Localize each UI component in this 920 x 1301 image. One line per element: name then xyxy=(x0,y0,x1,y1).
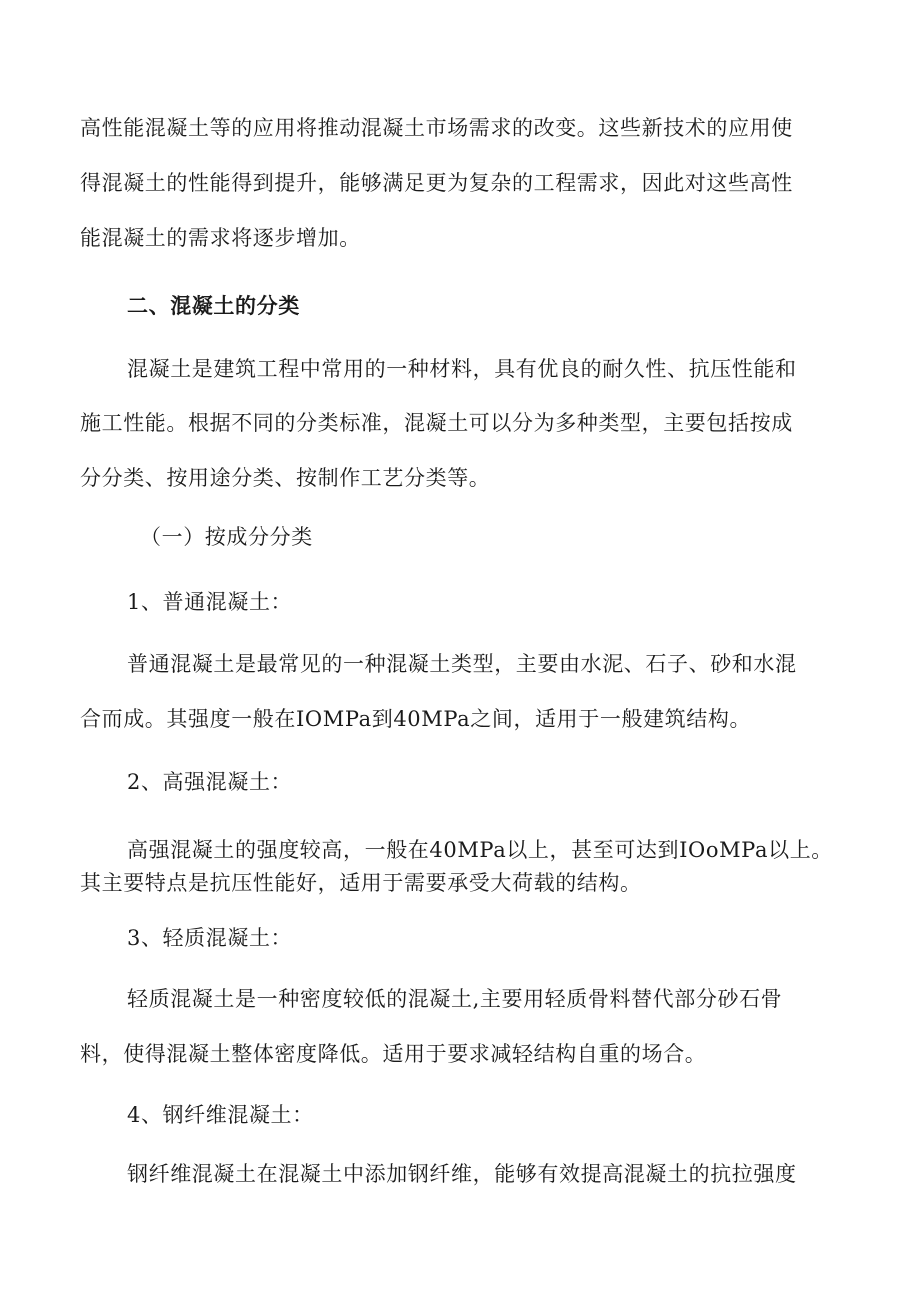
item-1-line-1: 普通混凝土是最常见的一种混凝土类型，主要由水泥、石子、砂和水混 xyxy=(127,652,797,676)
section-intro-line-3: 分分类、按用途分类、按制作工艺分类等。 xyxy=(80,466,491,490)
subsection-heading: （一）按成分分类 xyxy=(140,525,313,549)
item-title: 3、轻质混凝土： xyxy=(127,926,293,950)
item-2-line-2: 其主要特点是抗压性能好，适用于需要承受大荷载的结构。 xyxy=(80,871,642,895)
section-intro-line-1: 混凝土是建筑工程中常用的一种材料，具有优良的耐久性、抗压性能和 xyxy=(127,357,797,381)
item-title: 2、高强混凝土： xyxy=(127,770,293,794)
intro-line-2: 得混凝土的性能得到提升，能够满足更为复杂的工程需求，因此对这些高性 xyxy=(80,171,793,195)
item-3-line-1: 轻质混凝土是一种密度较低的混凝土,主要用轻质骨料替代部分砂石骨 xyxy=(127,987,783,1011)
item-title: 4、钢纤维混凝土： xyxy=(127,1103,314,1127)
section-heading: 二、混凝土的分类 xyxy=(127,294,300,318)
item-2-line-1: 高强混凝土的强度较高，一般在40MPa以上，甚至可达到IOoMPa以上。 xyxy=(127,838,833,862)
intro-line-1: 高性能混凝土等的应用将推动混凝土市场需求的改变。这些新技术的应用使 xyxy=(80,116,793,140)
item-title: 1、普通混凝土： xyxy=(127,590,293,614)
item-4-line-1: 钢纤维混凝土在混凝土中添加钢纤维，能够有效提高混凝土的抗拉强度 xyxy=(127,1162,797,1186)
item-3-line-2: 料，使得混凝土整体密度降低。适用于要求减轻结构自重的场合。 xyxy=(80,1042,707,1066)
item-1-line-2: 合而成。其强度一般在IOMPa到40MPa之间，适用于一般建筑结构。 xyxy=(80,707,752,731)
intro-line-3: 能混凝土的需求将逐步增加。 xyxy=(80,226,361,250)
section-intro-line-2: 施工性能。根据不同的分类标准，混凝土可以分为多种类型，主要包括按成 xyxy=(80,411,793,435)
